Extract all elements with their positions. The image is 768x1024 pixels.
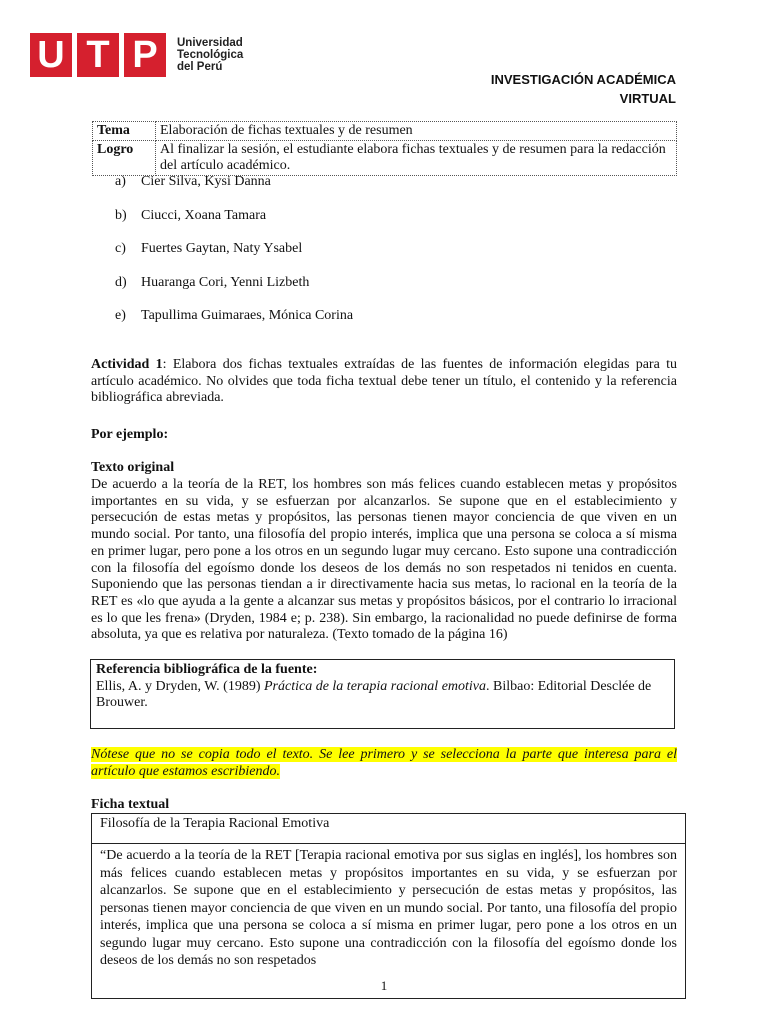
student-name: Fuertes Gaytan, Naty Ysabel <box>141 241 303 256</box>
logo-letter-p: P <box>124 33 166 77</box>
list-item <box>115 274 353 308</box>
original-text: De acuerdo a la teoría de la RET, los hombres son más felices cuando establecen metas y propósitos importantes en su vida, y se esfuerzan por alcanzarlos. Se supone que en el establecimiento y persecución de estas metas y propósitos, las personas tienen mayor conciencia de que viven en un mundo social. Por tanto, una filosofía del propio interés, implica que una persona se coloca a sí misma en primer lugar, pero pone a los otros en un segundo lugar muy cercano. Esto supone una contradicción con la filosofía del egoísmo donde los deseos de los demás no son respetados ni tenidos en cuenta. Suponiendo que las personas tiendan a ir directivamente hacia sus metas, lo racional en la teoría de la RET es «lo que ayuda a la gente a alcanzar sus metas y propósitos básicos, por el contrario lo irracional es lo que les frena» (Dryden, 1984 e; p. 238). Sin embargo, la racionalidad no puede definirse de forma absoluta, ya que es relativa por naturaleza. (Texto tomado de la página 16) <box>91 477 677 643</box>
example-label: Por ejemplo: <box>91 427 169 442</box>
ficha-content: “De acuerdo a la teoría de la RET [Terapia racional emotiva por sus siglas en inglés], los hombres son más felices cuando establecen metas y propósitos importantes en su vida, y se esfuerzan por alcanzarlos. Se supone que en el establecimiento y persecución de estas metas y propósitos, las personas tienen mayor conciencia de que viven en un mundo social. Por tanto, una filosofía del propio interés, implica que una persona se coloca a sí misma en primer lugar, pero pone a los otros en un segundo lugar muy cercano. Esto supone una contradicción con la filosofía del egoísmo donde los deseos de los demás no son respetados <box>100 848 677 968</box>
logro-value: Al finalizar la sesión, el estudiante elabora fichas textuales y de resumen para la redacción del artículo académico. <box>156 141 677 176</box>
reference-heading: Referencia bibliográfica de la fuente: <box>96 662 318 677</box>
reference-box <box>90 659 675 729</box>
tema-label: Tema <box>93 122 156 141</box>
list-letter: e) <box>115 308 126 323</box>
student-name: Huaranga Cori, Yenni Lizbeth <box>141 274 310 290</box>
ficha-heading: Ficha textual <box>91 797 170 812</box>
ficha-title: Filosofía de la Terapia Racional Emotiva <box>92 814 685 844</box>
reference-authors: Ellis, A. y Dryden, W. (1989) <box>96 678 264 694</box>
university-name <box>177 37 243 73</box>
utp-logo <box>30 33 243 77</box>
list-letter: c) <box>115 241 126 256</box>
list-item <box>115 173 353 207</box>
list-letter: d) <box>115 274 127 290</box>
reference-title: Práctica de la terapia racional emotiva <box>264 678 487 694</box>
logo-letter-t: T <box>77 33 119 77</box>
activity-label: Actividad 1 <box>91 357 163 372</box>
student-list <box>115 173 353 341</box>
list-letter: a) <box>115 174 126 189</box>
list-item <box>115 307 353 341</box>
list-item <box>115 240 353 274</box>
original-text-body <box>91 477 677 644</box>
session-info-table <box>92 121 677 176</box>
reference-citation <box>96 679 669 712</box>
tema-row <box>93 122 677 141</box>
page-number: 1 <box>380 978 388 993</box>
university-line-2: Tecnológica <box>177 49 244 61</box>
student-name: Tapullima Guimaraes, Mónica Corina <box>141 308 354 323</box>
highlighted-note <box>91 747 677 780</box>
university-line-3: del Perú <box>177 61 223 73</box>
ficha-box <box>91 813 686 999</box>
document-title-line-2: VIRTUAL <box>619 91 676 106</box>
logro-row <box>93 141 677 176</box>
list-letter: b) <box>115 207 127 223</box>
university-line-1: Universidad <box>177 37 243 49</box>
activity-text: : Elabora dos fichas textuales extraídas de las fuentes de información elegidas para tu artículo académico. No olvides que toda ficha textual debe tener un título, el contenido y la referencia bibliográfica abreviada. <box>91 357 677 406</box>
student-name: Cier Silva, Kysi Danna <box>141 174 271 189</box>
logro-label: Logro <box>93 141 156 176</box>
logo-letter-u: U <box>30 33 72 77</box>
document-title <box>356 70 676 108</box>
student-name: Ciucci, Xoana Tamara <box>141 207 267 223</box>
note-text: Nótese que no se copia todo el texto. Se lee primero y se selecciona la parte que interesa para el artículo que estamos escribiendo. <box>91 747 677 779</box>
original-text-heading: Texto original <box>91 460 175 475</box>
activity-paragraph <box>91 357 677 407</box>
list-item <box>115 207 353 241</box>
tema-value: Elaboración de fichas textuales y de resumen <box>156 122 677 141</box>
document-title-line-1: INVESTIGACIÓN ACADÉMICA <box>490 72 676 87</box>
reference-publisher: . Bilbao: Editorial Desclée de Brouwer. <box>96 678 652 711</box>
